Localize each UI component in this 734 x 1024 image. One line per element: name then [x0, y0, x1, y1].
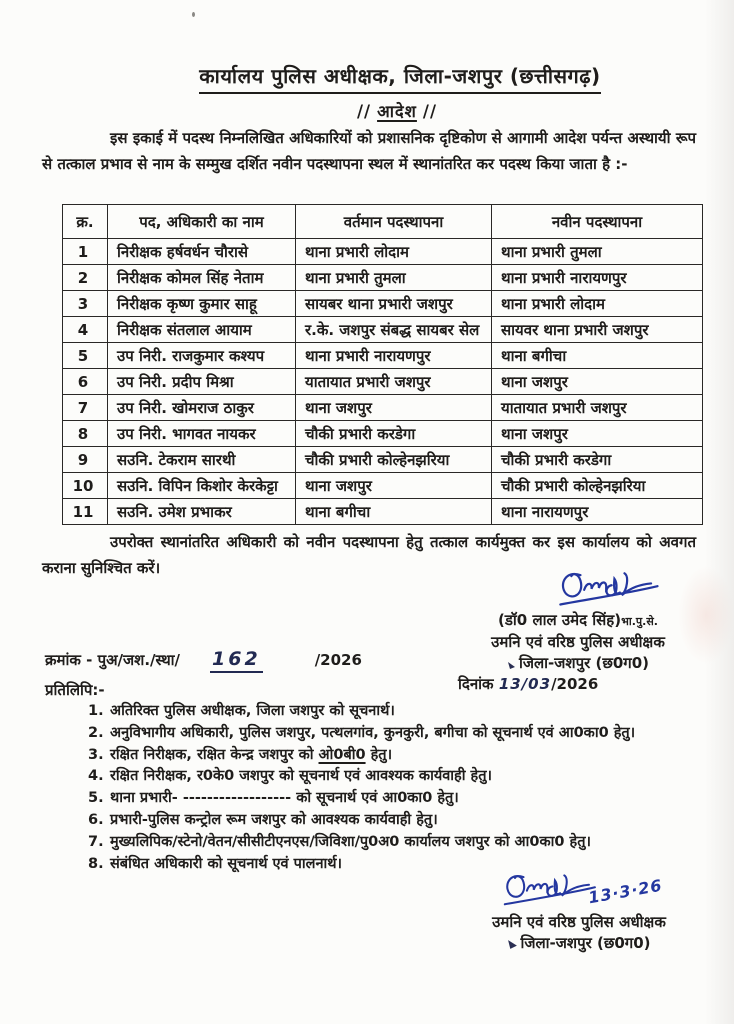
- signatory-designation: उमनि एवं वरिष्ठ पुलिस अधीक्षक: [491, 633, 665, 651]
- cell-officer-name: उप निरी. खोमराज ठाकुर: [108, 395, 296, 421]
- copy-item-text: [110, 766, 708, 788]
- cell-current-posting: थाना प्रभारी लोदाम: [296, 239, 492, 265]
- cell-serial: 2: [63, 265, 108, 291]
- signature-block-bottom: [438, 868, 720, 954]
- cell-new-posting: चौकी प्रभारी करडेगा: [492, 447, 703, 473]
- cell-current-posting: थाना बगीचा: [296, 499, 492, 525]
- copy-item-number: 4.: [88, 768, 104, 785]
- signatory-name: [432, 610, 724, 632]
- copy-item-text: [110, 701, 708, 723]
- cell-officer-name: सउनि. उमेश प्रभाकर: [108, 499, 296, 525]
- cell-serial: 8: [63, 421, 108, 447]
- cell-current-posting: चौकी प्रभारी करडेगा: [296, 421, 492, 447]
- cell-officer-name: निरीक्षक हर्षवर्धन चौरासे: [108, 239, 296, 265]
- copy-item-text: [110, 723, 708, 745]
- cell-new-posting: यातायात प्रभारी जशपुर: [492, 395, 703, 421]
- copy-item-number: 6.: [88, 811, 104, 828]
- cell-officer-name: उप निरी. भागवत नायकर: [108, 421, 296, 447]
- cell-serial: 4: [63, 317, 108, 343]
- cell-new-posting: थाना जशपुर: [492, 369, 703, 395]
- copy-item-text-segment: रक्षित निरीक्षक, र0के0 जशपुर को सूचनार्थ एवं आवश्यक कार्यवाही हेतु।: [110, 768, 493, 785]
- cell-current-posting: थाना प्रभारी तुमला: [296, 265, 492, 291]
- copy-item-text: [110, 745, 708, 767]
- office-title-text: कार्यालय पुलिस अधीक्षक, जिला-जशपुर (छत्तीसगढ़): [199, 62, 600, 94]
- order-heading-word: आदेश: [377, 102, 417, 121]
- copy-item-number: 3.: [88, 746, 104, 763]
- copy-list-item: [88, 745, 708, 767]
- table-row: [63, 265, 703, 291]
- order-heading-open: //: [357, 102, 372, 121]
- table-row: [63, 343, 703, 369]
- cell-new-posting: थाना प्रभारी तुमला: [492, 239, 703, 265]
- scan-speck: [192, 12, 195, 17]
- cell-serial: 9: [63, 447, 108, 473]
- cell-current-posting: थाना जशपुर: [296, 473, 492, 499]
- cell-new-posting: सायवर थाना प्रभारी जशपुर: [492, 317, 703, 343]
- cell-officer-name: उप निरी. राजकुमार कश्यप: [108, 343, 296, 369]
- signature-block-top: [432, 566, 724, 695]
- copy-item-text-segment: संबंधित अधिकारी को सूचनार्थ एवं पालनार्थ।: [110, 855, 343, 872]
- signatory-designation: उमनि एवं वरिष्ठ पुलिस अधीक्षक: [492, 913, 666, 931]
- printed-year: /2026: [551, 675, 599, 693]
- cell-serial: 11: [63, 499, 108, 525]
- copy-item-text-segment: हेतु।: [365, 746, 393, 763]
- cell-current-posting: यातायात प्रभारी जशपुर: [296, 369, 492, 395]
- copy-list-item: [88, 810, 708, 832]
- cell-officer-name: सउनि. टेकराम सारथी: [108, 447, 296, 473]
- order-heading-close: //: [422, 102, 437, 121]
- office-title: [0, 62, 734, 94]
- copies-list: [88, 701, 708, 875]
- cell-serial: 10: [63, 473, 108, 499]
- reference-number-line: [45, 648, 362, 673]
- handwritten-signature: [552, 566, 664, 610]
- cell-officer-name: निरीक्षक कोमल सिंह नेताम: [108, 265, 296, 291]
- order-date-line: [432, 674, 724, 695]
- table-row: [63, 369, 703, 395]
- cell-officer-name: निरीक्षक संतलाल आयाम: [108, 317, 296, 343]
- cell-new-posting: थाना बगीचा: [492, 343, 703, 369]
- cell-serial: 7: [63, 395, 108, 421]
- table-row: [63, 499, 703, 525]
- copy-list-item: [88, 701, 708, 723]
- reference-year: /2026: [314, 651, 362, 669]
- signatory-district: [438, 933, 720, 954]
- column-header-current-posting: वर्तमान पदस्थापना: [296, 205, 492, 239]
- table-header-row: [63, 205, 703, 239]
- signatory-name-text: (डॉ0 लाल उमेद सिंह): [498, 611, 622, 629]
- order-heading: [0, 99, 734, 122]
- copy-item-number: 5.: [88, 790, 104, 807]
- copy-item-text-segment: प्रभारी-पुलिस कन्ट्रोल रूम जशपुर को आवश्यक कार्यवाही हेतु।: [110, 811, 438, 828]
- copy-list-item: [88, 832, 708, 854]
- copy-item-text-segment: अतिरिक्त पुलिस अधीक्षक, जिला जशपुर को सूचनार्थ।: [110, 703, 395, 719]
- pen-tick-icon: [507, 939, 518, 950]
- copy-item-number: 8.: [88, 855, 104, 872]
- copy-item-text-segment: अनुविभागीय अधिकारी, पुलिस जशपुर, पत्थलगांव, कुनकुरी, बगीचा को सूचनार्थ एवं आ0का0 हेतु।: [110, 724, 636, 741]
- column-header-serial: क्र.: [63, 205, 108, 239]
- intro-paragraph: इस इकाई में पदस्थ निम्नलिखित अधिकारियों को प्रशासनिक दृष्टिकोण से आगामी आदेश पर्यन्त अस्थायी रूप से तत्काल प्रभाव से नाम के सम्मुख दर्शित नवीन पदस्थापना स्थल में स्थानांतरित कर पदस्थ किया जाता है :-: [42, 129, 696, 173]
- copy-item-text: [110, 832, 708, 854]
- handwritten-signature: [498, 868, 600, 910]
- cell-new-posting: थाना प्रभारी नारायणपुर: [492, 265, 703, 291]
- copy-list-item: [88, 788, 708, 810]
- cell-current-posting: सायबर थाना प्रभारी जशपुर: [296, 291, 492, 317]
- table-row: [63, 317, 703, 343]
- cell-current-posting: चौकी प्रभारी कोल्हेनझरिया: [296, 447, 492, 473]
- reference-block: [45, 648, 362, 700]
- cell-serial: 1: [63, 239, 108, 265]
- table-row: [63, 291, 703, 317]
- cell-officer-name: उप निरी. प्रदीप मिश्रा: [108, 369, 296, 395]
- copy-item-number: 1.: [88, 703, 104, 719]
- closing-paragraph: उपरोक्त स्थानांतरित अधिकारी को नवीन पदस्थापना हेतु तत्काल कार्यमुक्त कर इस कार्यालय को अवगत कराना सुनिश्चित करें।: [42, 533, 696, 577]
- column-header-name: पद, अधिकारी का नाम: [108, 205, 296, 239]
- signatory-district-text: जिला-जशपुर (छ0ग0): [520, 934, 651, 952]
- copy-item-text: [110, 788, 708, 810]
- handwritten-date: 13/03: [498, 675, 552, 693]
- signatory-service-cadre: भा.पु.से.: [621, 615, 658, 628]
- cell-new-posting: थाना नारायणपुर: [492, 499, 703, 525]
- handwritten-serial-number: 162: [210, 648, 263, 673]
- column-header-new-posting: नवीन पदस्थापना: [492, 205, 703, 239]
- copy-item-text-segment: थाना प्रभारी- ------------------ को सूचनार्थ एवं आ0का0 हेतु।: [110, 790, 459, 807]
- table-row: [63, 421, 703, 447]
- table-row: [63, 447, 703, 473]
- cell-new-posting: चौकी प्रभारी कोल्हेनझरिया: [492, 473, 703, 499]
- copies-label: प्रतिलिपि:-: [45, 681, 105, 699]
- cell-current-posting: थाना प्रभारी नारायणपुर: [296, 343, 492, 369]
- copy-item-number: 7.: [88, 833, 104, 850]
- cell-new-posting: थाना जशपुर: [492, 421, 703, 447]
- cell-serial: 3: [63, 291, 108, 317]
- cell-serial: 5: [63, 343, 108, 369]
- copy-list-item: [88, 766, 708, 788]
- copy-list-item: [88, 723, 708, 745]
- handwritten-date-note: 13·3·26: [586, 875, 664, 908]
- copy-item-number: 2.: [88, 724, 104, 741]
- cell-current-posting: र.के. जशपुर संबद्ध सायबर सेल: [296, 317, 492, 343]
- transfer-table: [62, 204, 703, 525]
- table-row: [63, 239, 703, 265]
- copy-item-text: [110, 810, 708, 832]
- cell-current-posting: थाना जशपुर: [296, 395, 492, 421]
- pen-tick-icon: [507, 660, 517, 670]
- copy-item-emphasized-text: ओ0बी0: [318, 746, 366, 763]
- cell-officer-name: निरीक्षक कृष्ण कुमार साहू: [108, 291, 296, 317]
- cell-officer-name: सउनि. विपिन किशोर केरकेट्टा: [108, 473, 296, 499]
- signature-scribble-area: [438, 868, 720, 912]
- signatory-district-text: जिला-जशपुर (छ0ग0): [518, 654, 650, 672]
- signatory-district: [432, 653, 724, 674]
- cell-serial: 6: [63, 369, 108, 395]
- reference-prefix: क्रमांक - पुअ/जश./स्था/: [45, 651, 181, 669]
- transfer-table-body: [63, 239, 703, 525]
- copy-item-text-segment: रक्षित निरीक्षक, रक्षित केन्द्र जशपुर को: [110, 746, 319, 763]
- date-label: दिनांक: [458, 675, 494, 693]
- copy-item-text-segment: मुख्यलिपिक/स्टेनो/वेतन/सीसीटीएनएस/जिविशा/पु0अ0 कार्यालय जशपुर को आ0का0 हेतु।: [110, 833, 591, 850]
- table-row: [63, 473, 703, 499]
- cell-new-posting: थाना प्रभारी लोदाम: [492, 291, 703, 317]
- table-row: [63, 395, 703, 421]
